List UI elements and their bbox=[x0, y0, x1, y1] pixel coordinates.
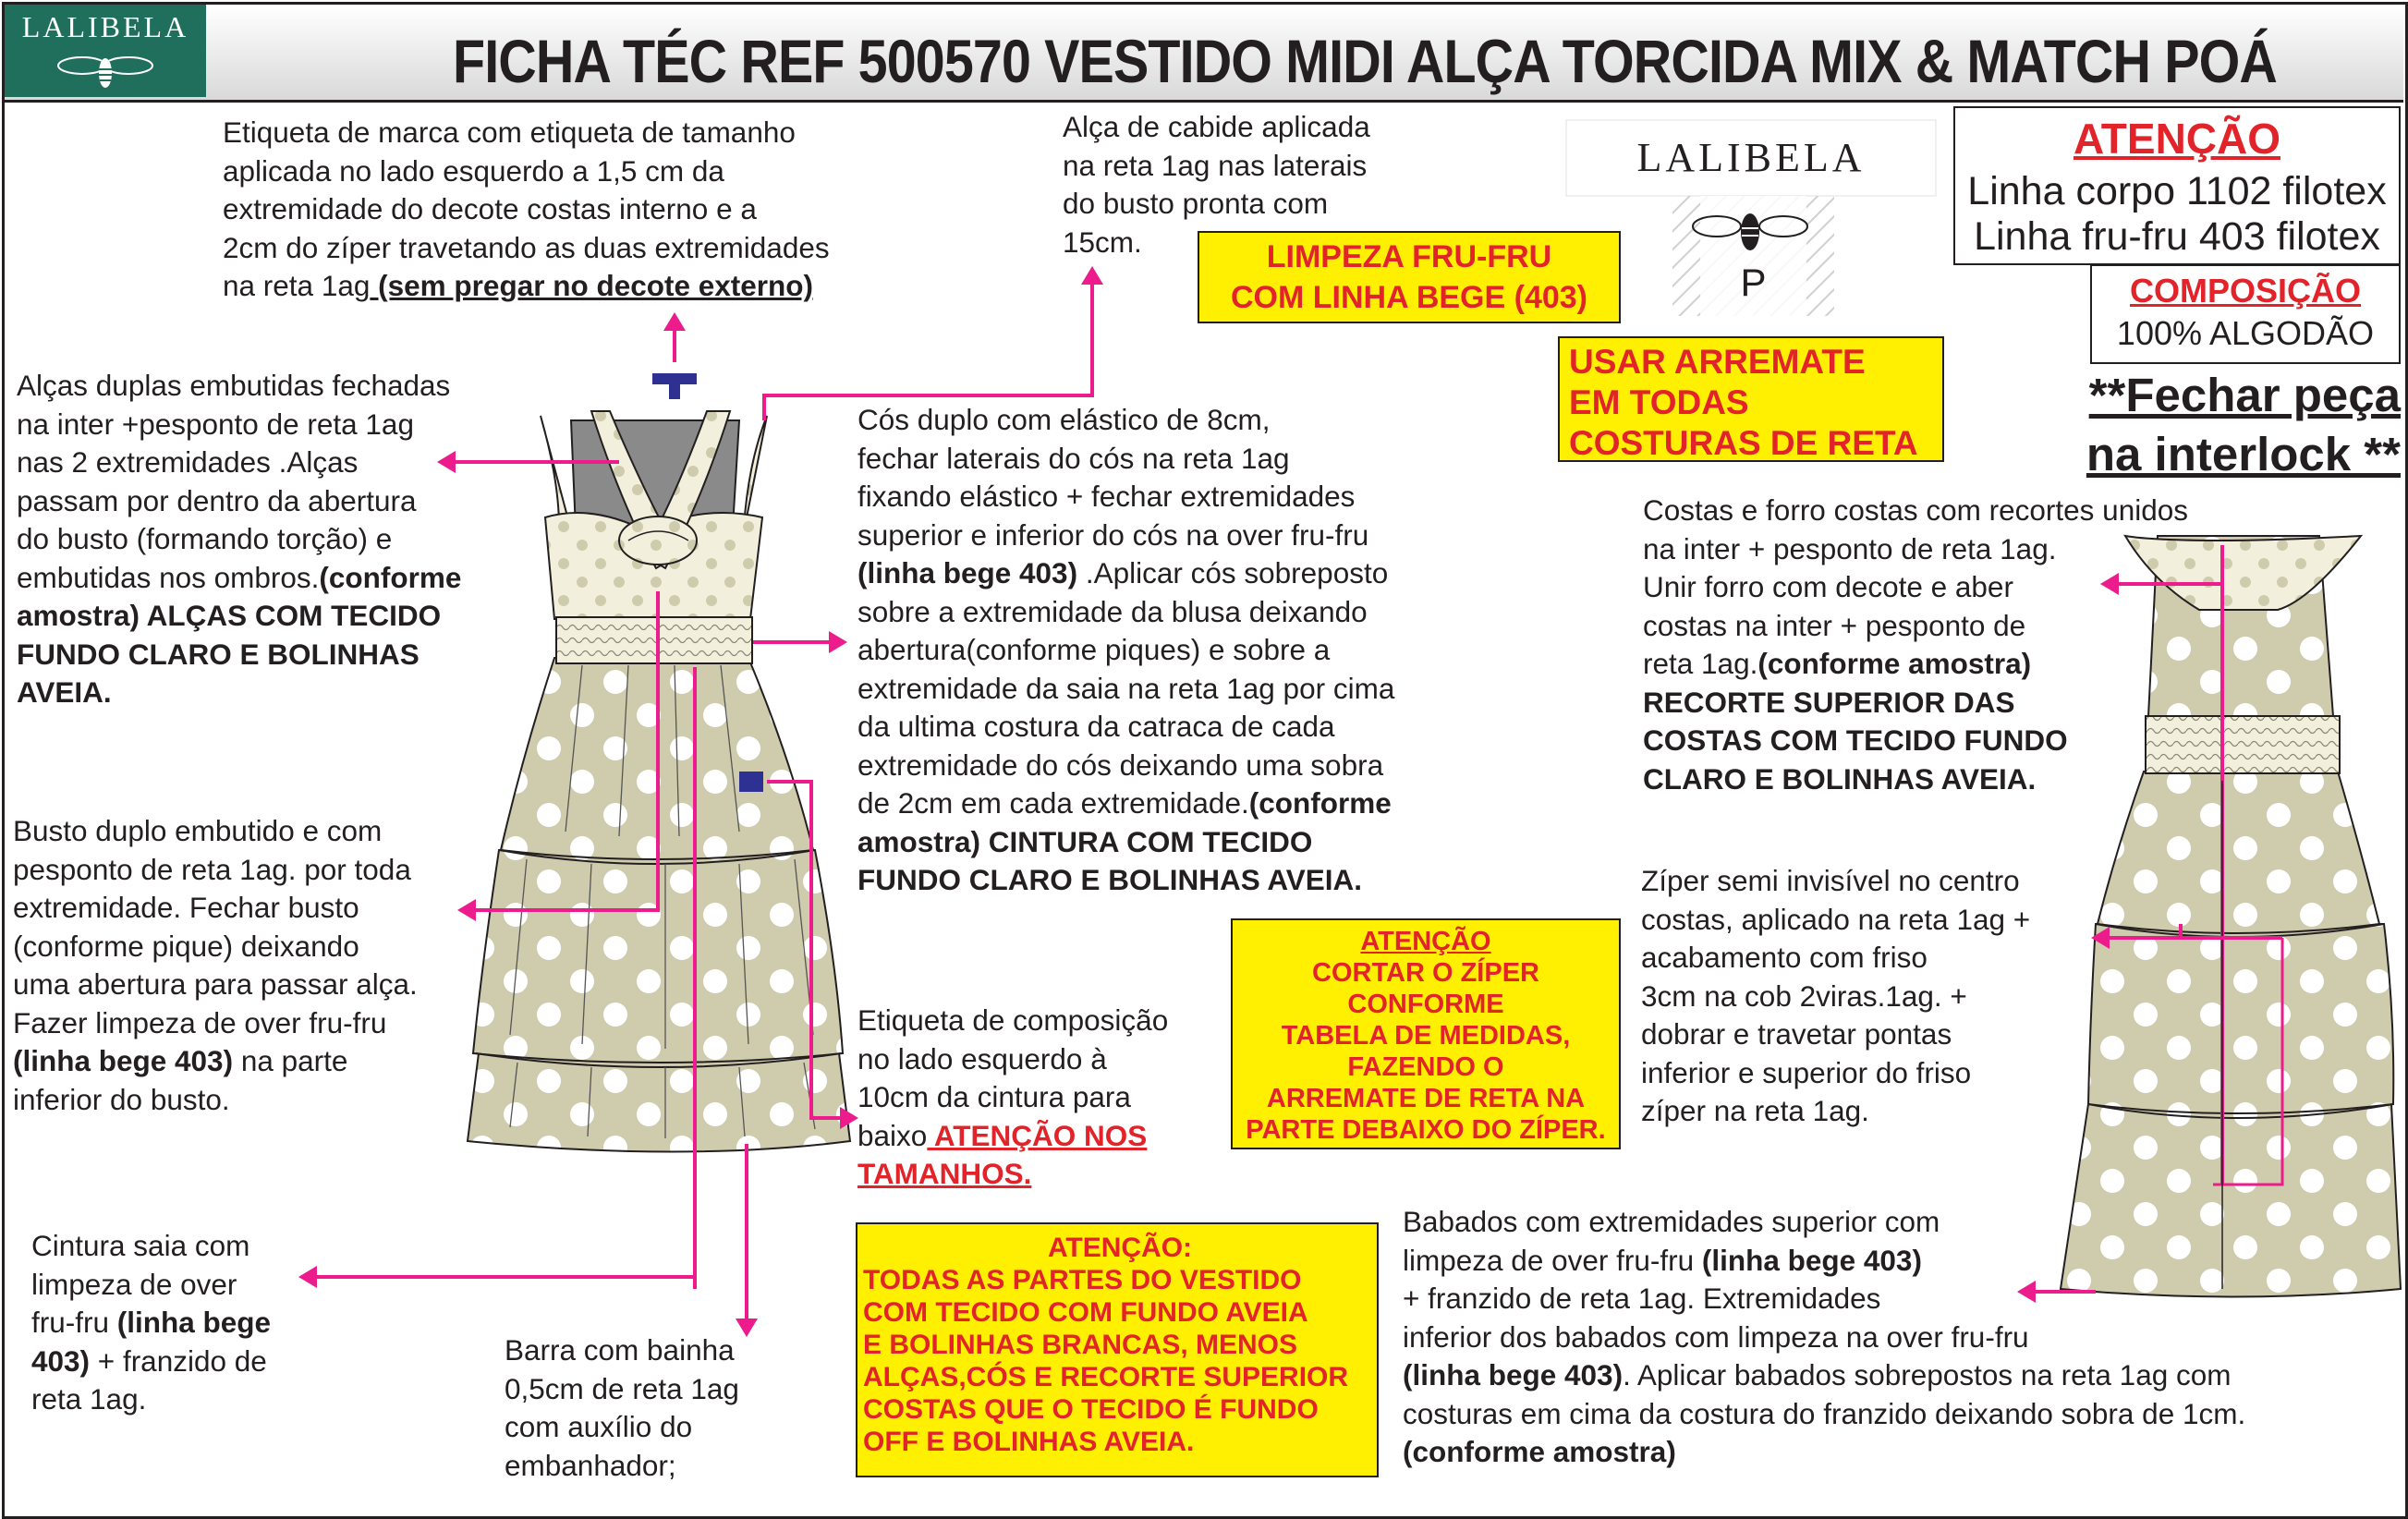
note-line: na reta 1ag nas laterais bbox=[1063, 148, 1368, 182]
note-line: pesponto de reta 1ag. por toda bbox=[13, 852, 411, 886]
attention-line-1: Linha corpo 1102 filotex bbox=[1967, 169, 2387, 213]
note-bust bbox=[13, 812, 418, 1119]
note-line: 10cm da cintura para bbox=[857, 1080, 1131, 1113]
note-line: costas na inter + pesponto de bbox=[1643, 608, 2026, 642]
note-line: Etiqueta de composição bbox=[857, 1003, 1169, 1037]
note-line: COSTAS COM TECIDO FUNDO bbox=[1643, 723, 2068, 757]
zipper-cut-line-5: FAZENDO O bbox=[1347, 1052, 1504, 1082]
note-line: (conforme pique) deixando bbox=[13, 929, 359, 963]
front-twist-knot bbox=[619, 516, 697, 565]
frufru-line-2: COM LINHA BEGE (403) bbox=[1230, 280, 1587, 315]
note-line bbox=[17, 559, 461, 598]
note-line: sobre a extremidade da blusa deixando bbox=[857, 594, 1368, 628]
note-line: FUNDO CLARO E BOLINHAS bbox=[17, 637, 420, 671]
zipper-cut-line-7: PARTE DEBAIXO DO ZÍPER. bbox=[1246, 1115, 1606, 1145]
note-line bbox=[1643, 645, 2188, 684]
note-line: 3cm na cob 2viras.1ag. + bbox=[1641, 978, 1967, 1013]
fabric-yellow-box bbox=[856, 1222, 1379, 1477]
note-brand-label bbox=[223, 114, 830, 306]
note-line: Alça de cabide aplicada bbox=[1063, 110, 1370, 143]
note-ruffles bbox=[1403, 1203, 2245, 1472]
note-line: Cintura saia com bbox=[31, 1229, 250, 1262]
close-note-line-1: **Fechar peça bbox=[2088, 369, 2401, 421]
fabric-line-6: COSTAS QUE O TECIDO É FUNDO bbox=[863, 1394, 1319, 1425]
note-line: Cós duplo com elástico de 8cm, bbox=[857, 403, 1271, 436]
note-line: costuras em cima da costura do franzido deixando sobra de 1cm. bbox=[1403, 1396, 2246, 1430]
attention-line-2: Linha fru-fru 403 filotex bbox=[1974, 214, 2380, 259]
zipper-cut-line-1: ATENÇÃO bbox=[1360, 927, 1491, 956]
label-mockup-size: P bbox=[1740, 261, 1767, 304]
note-line: inferior dos babados com limpeza na over fru-fru bbox=[1403, 1319, 2029, 1354]
note-line: extremidade da saia na reta 1ag por cima bbox=[857, 671, 1395, 705]
note-line: (conforme amostra) bbox=[1403, 1435, 1676, 1468]
note-line: extremidade do cós deixando uma sobra bbox=[857, 747, 1384, 782]
note-text: de 2cm em cada extremidade. bbox=[857, 786, 1249, 820]
note-line: da ultima costura da catraca de cada bbox=[857, 710, 1335, 743]
note-text: reta 1ag. bbox=[1643, 647, 1758, 680]
brand-logo-text: LALIBELA bbox=[21, 10, 189, 43]
note-line: Zíper semi invisível no centro bbox=[1641, 864, 2020, 897]
attention-box bbox=[1953, 106, 2401, 265]
note-line: 2cm do zíper travetando as duas extremidades bbox=[223, 230, 830, 264]
fabric-line-1: ATENÇÃO: bbox=[1047, 1233, 1193, 1263]
note-line: embanhador; bbox=[505, 1448, 676, 1482]
note-line: na inter +pesponto de reta 1ag bbox=[17, 407, 414, 441]
note-line: passam por dentro da abertura bbox=[17, 483, 417, 517]
note-text: na reta 1ag bbox=[223, 269, 371, 302]
note-emphasis: (linha bege 403) bbox=[1701, 1243, 1922, 1277]
note-line: do busto (formando torção) e bbox=[17, 522, 393, 555]
note-line: costas, aplicado na reta 1ag + bbox=[1641, 902, 2031, 936]
note-line: dobrar e travetar pontas bbox=[1641, 1017, 1952, 1051]
note-line: reta 1ag. bbox=[31, 1382, 147, 1416]
note-line: acabamento com friso bbox=[1641, 941, 1928, 974]
attention-title: ATENÇÃO bbox=[2073, 115, 2281, 163]
note-text: . Aplicar babados sobrepostos na reta 1ag com bbox=[1623, 1358, 2232, 1391]
note-line bbox=[1403, 1356, 2245, 1395]
note-line: fechar laterais do cós na reta 1ag bbox=[857, 441, 1290, 475]
page-title: FICHA TÉC REF 500570 VESTIDO MIDI ALÇA TORCIDA MIX & MATCH POÁ bbox=[453, 27, 2278, 95]
composition-value: 100% ALGODÃO bbox=[2116, 314, 2375, 352]
label-mockup-brand: LALIBELA bbox=[1636, 135, 1866, 180]
zipper-cut-line-6: ARREMATE DE RETA NA bbox=[1266, 1084, 1586, 1113]
zipper-cut-yellow-box bbox=[1231, 918, 1621, 1149]
zipper-cut-line-4: TABELA DE MEDIDAS, bbox=[1281, 1021, 1571, 1051]
note-line bbox=[1403, 1242, 2245, 1281]
note-line bbox=[857, 1117, 1168, 1156]
fabric-line-3: COM TECIDO COM FUNDO AVEIA bbox=[863, 1297, 1308, 1328]
note-line: nas 2 extremidades .Alças bbox=[17, 445, 359, 479]
note-line: superior e inferior do cós na over fru-fru bbox=[857, 517, 1369, 552]
note-emphasis: ATENÇÃO NOS bbox=[927, 1118, 1148, 1152]
finish-line-3: COSTURAS DE RETA bbox=[1569, 424, 1918, 462]
front-waistband bbox=[556, 617, 752, 663]
note-back bbox=[1643, 492, 2188, 798]
note-straps bbox=[17, 367, 461, 712]
note-line: extremidade. Fechar busto bbox=[13, 891, 359, 924]
note-line bbox=[13, 1042, 418, 1081]
back-skirt-tier-2 bbox=[2088, 924, 2393, 1113]
note-line: zíper na reta 1ag. bbox=[1641, 1094, 1869, 1127]
note-line: uma abertura para passar alça. bbox=[13, 967, 418, 1001]
note-line bbox=[223, 267, 830, 306]
note-line: 15cm. bbox=[1063, 225, 1142, 259]
note-emphasis: (linha bege 403) bbox=[857, 556, 1078, 589]
note-line: AVEIA. bbox=[17, 675, 112, 709]
front-composition-label bbox=[739, 772, 763, 792]
note-text: limpeza de over fru-fru bbox=[1403, 1243, 1702, 1277]
composition-box bbox=[2090, 264, 2401, 364]
note-line: Costas e forro costas com recortes unidos bbox=[1643, 493, 2188, 527]
note-line: limpeza de over bbox=[31, 1267, 237, 1301]
note-emphasis: (conforme amostra) bbox=[1757, 647, 2032, 680]
note-emphasis: (linha bege 403) bbox=[1403, 1358, 1624, 1391]
note-composition-label bbox=[857, 1002, 1168, 1194]
note-line: Busto duplo embutido e com bbox=[13, 814, 383, 847]
note-line: FUNDO CLARO E BOLINHAS AVEIA. bbox=[857, 863, 1363, 896]
note-line: fixando elástico + fechar extremidades bbox=[857, 480, 1356, 513]
note-zipper bbox=[1641, 862, 2030, 1131]
note-line: amostra) CINTURA COM TECIDO bbox=[857, 824, 1313, 858]
note-line: Unir forro com decote e aber bbox=[1643, 570, 2013, 603]
note-waistband bbox=[857, 401, 1394, 900]
note-line: RECORTE SUPERIOR DAS bbox=[1643, 685, 2015, 719]
finish-line-1: USAR ARREMATE bbox=[1569, 343, 1866, 381]
note-line: + franzido de reta 1ag. Extremidades bbox=[1403, 1282, 1881, 1315]
note-line bbox=[31, 1304, 271, 1343]
note-line bbox=[857, 784, 1394, 823]
note-line: CLARO E BOLINHAS AVEIA. bbox=[1643, 761, 2037, 796]
note-line: com auxílio do bbox=[505, 1410, 693, 1443]
note-emphasis: 403) bbox=[31, 1343, 91, 1378]
fabric-line-2: TODAS AS PARTES DO VESTIDO bbox=[863, 1265, 1302, 1295]
note-text: embutidas nos ombros. bbox=[17, 560, 320, 594]
finish-yellow-box bbox=[1558, 336, 1944, 462]
composition-title: COMPOSIÇÃO bbox=[2129, 272, 2361, 310]
note-line: do busto pronta com bbox=[1063, 187, 1329, 220]
front-brand-label-marker bbox=[652, 373, 697, 384]
note-line: extremidade do decote costas interno e a bbox=[223, 192, 757, 225]
note-emphasis: (linha bege 403) bbox=[13, 1044, 234, 1077]
note-text: baixo bbox=[857, 1118, 928, 1152]
note-line: Fazer limpeza de over fru-fru bbox=[13, 1005, 387, 1039]
note-line: Barra com bainha bbox=[505, 1333, 735, 1367]
note-line: inferior do busto. bbox=[13, 1082, 230, 1116]
note-hanger-loop bbox=[1063, 108, 1370, 261]
zipper-cut-line-2: CORTAR O ZÍPER bbox=[1312, 958, 1539, 988]
zipper-cut-line-3: CONFORME bbox=[1347, 990, 1504, 1019]
note-line bbox=[857, 554, 1394, 593]
note-hem bbox=[505, 1331, 739, 1485]
frufru-line-1: LIMPEZA FRU-FRU bbox=[1266, 239, 1552, 274]
note-emphasis: (sem pregar no decote externo) bbox=[370, 269, 814, 302]
note-line: Etiqueta de marca com etiqueta de tamanho bbox=[223, 115, 796, 149]
fabric-line-7: OFF E BOLINHAS AVEIA. bbox=[863, 1427, 1195, 1457]
note-text: + franzido de bbox=[90, 1343, 267, 1378]
note-line: Babados com extremidades superior com bbox=[1403, 1205, 1940, 1238]
note-emphasis: (conforme bbox=[1248, 786, 1392, 820]
note-text: fru-fru bbox=[31, 1306, 117, 1339]
note-line: amostra) ALÇAS COM TECIDO bbox=[17, 599, 442, 632]
note-emphasis: (linha bege bbox=[116, 1306, 272, 1339]
note-line: 0,5cm de reta 1ag bbox=[505, 1371, 739, 1405]
note-text: na parte bbox=[233, 1044, 348, 1077]
note-line: TAMANHOS. bbox=[857, 1157, 1032, 1190]
note-text: .Aplicar cós sobreposto bbox=[1077, 556, 1389, 589]
note-line bbox=[31, 1343, 271, 1381]
fabric-line-5: ALÇAS,CÓS E RECORTE SUPERIOR bbox=[863, 1362, 1349, 1392]
close-garment-note bbox=[2031, 366, 2401, 484]
note-line: na inter + pesponto de reta 1ag. bbox=[1643, 531, 2057, 565]
finish-line-2: EM TODAS bbox=[1569, 383, 1749, 421]
close-note-line-2: na interlock ** bbox=[2086, 428, 2401, 480]
note-line: abertura(conforme piques) e sobre a bbox=[857, 633, 1331, 666]
note-skirt-waist bbox=[31, 1227, 271, 1419]
note-line: Alças duplas embutidas fechadas bbox=[17, 369, 451, 402]
note-line: aplicada no lado esquerdo a 1,5 cm da bbox=[223, 153, 724, 188]
fabric-line-4: E BOLINHAS BRANCAS, MENOS bbox=[863, 1330, 1298, 1360]
note-emphasis: (conforme bbox=[319, 560, 462, 594]
note-line: no lado esquerdo à bbox=[857, 1041, 1107, 1075]
note-line: inferior e superior do friso bbox=[1641, 1055, 1972, 1089]
